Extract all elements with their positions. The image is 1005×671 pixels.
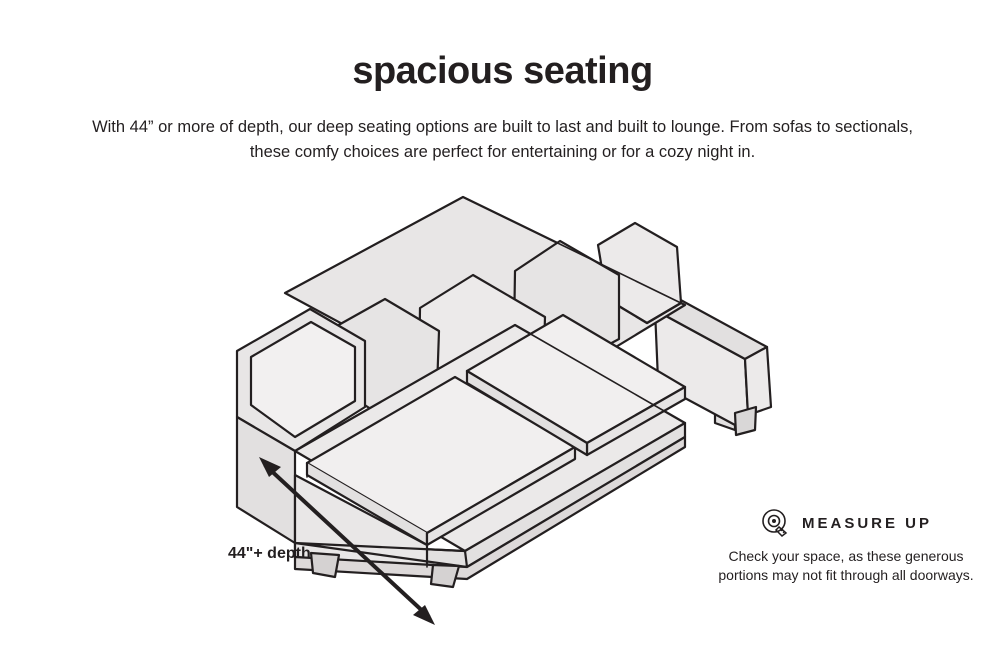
measure-up-note: Check your space, as these generous portions may not fit through all doorways. (718, 548, 974, 583)
tape-measure-icon (760, 508, 790, 538)
measure-up-callout (715, 508, 977, 585)
sofa-line-drawing (215, 175, 795, 635)
page-title: spacious seating (352, 50, 653, 92)
measure-up-header (715, 508, 977, 538)
sofa-illustration (215, 175, 795, 635)
measure-up-title: MEASURE UP (801, 514, 932, 532)
description-text: With 44” or more of depth, our deep seating options are built to last and built to lounge. From sofas to sectionals, these comfy choices are perfect for entertaining or for a cozy night in. (92, 118, 913, 161)
depth-dimension-label: 44"+ depth (228, 545, 311, 562)
